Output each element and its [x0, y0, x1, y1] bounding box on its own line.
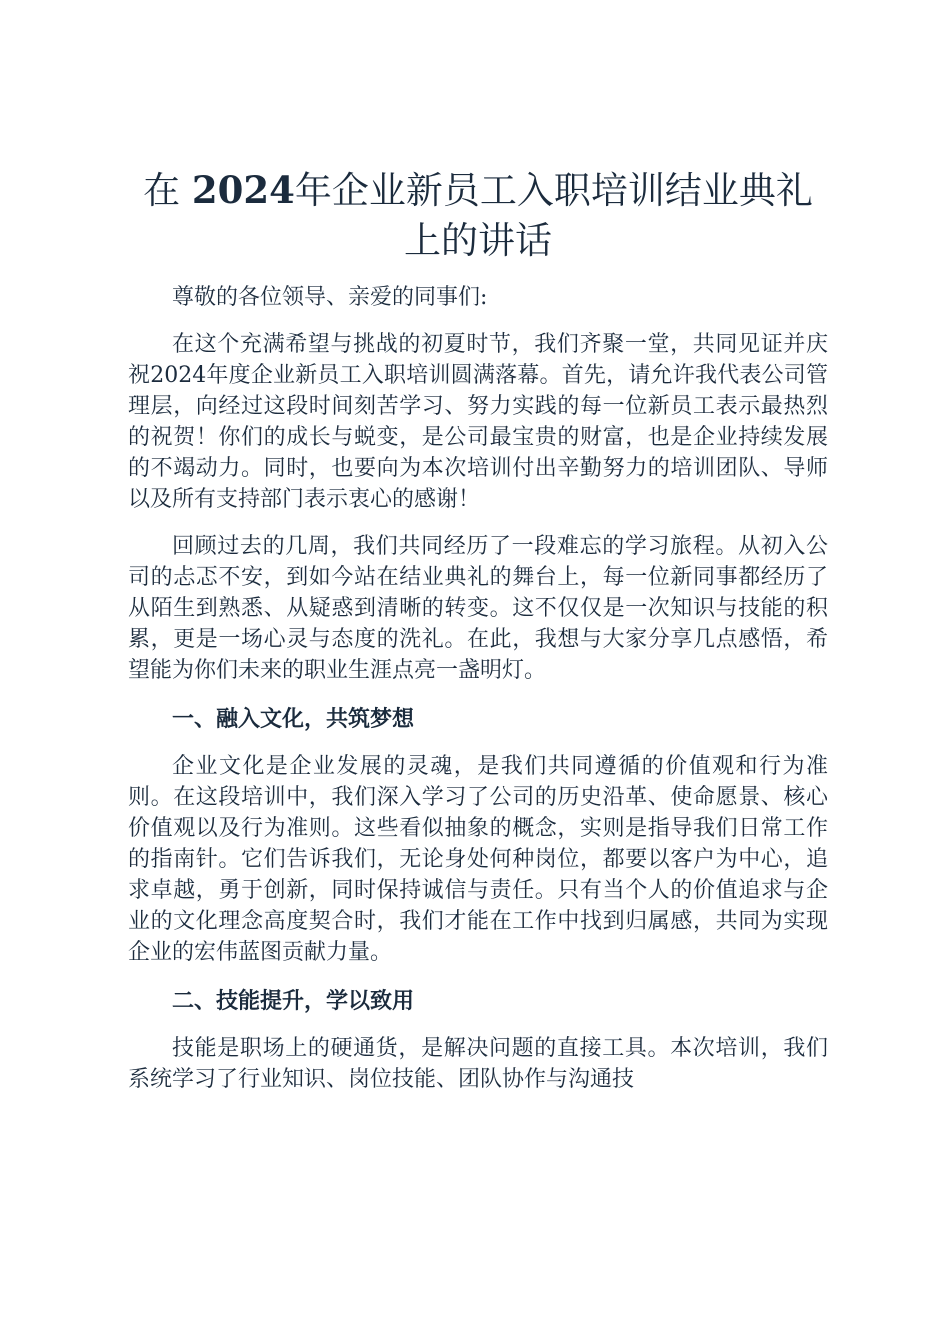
paragraph-skills: 技能是职场上的硬通货，是解决问题的直接工具。本次培训，我们系统学习了行业知识、岗位技能、团队协作与沟通技 [128, 1036, 828, 1092]
title-year: 2024 [191, 168, 295, 212]
section-heading-culture: 一、融入文化，共筑梦想 [172, 706, 415, 732]
paragraph-review: 回顾过去的几周，我们共同经历了一段难忘的学习旅程。从初入公司的忐忑不安，到如今站在结业典礼的舞台上，每一位新同事都经历了从陌生到熟悉、从疑惑到清晰的转变。这不仅仅是一次知识与技能的积累，更是一场心灵与态度的洗礼。在此，我想与大家分享几点感悟，希望能为你们未来的职业生涯点亮一盏明灯。 [128, 534, 828, 683]
title-prefix: 在 [143, 169, 192, 212]
paragraph-opening: 在这个充满希望与挑战的初夏时节，我们齐聚一堂，共同见证并庆祝2024年度企业新员工入职培训圆满落幕。首先，请允许我代表公司管理层，向经过这段时间刻苦学习、努力实践的每一位新员工表示最热烈的祝贺！你们的成长与蜕变，是公司最宝贵的财富，也是企业持续发展的不竭动力。同时，也要向为本次培训付出辛勤努力的培训团队、导师以及所有支持部门表示衷心的感谢！ [128, 332, 828, 512]
document-content [128, 165, 828, 1095]
salutation: 尊敬的各位领导、亲爱的同事们: [172, 285, 488, 310]
paragraph-culture: 企业文化是企业发展的灵魂，是我们共同遵循的价值观和行为准则。在这段培训中，我们深入学习了公司的历史沿革、使命愿景、核心价值观以及行为准则。这些看似抽象的概念，实则是指导我们日常工作的指南针。它们告诉我们，无论身处何种岗位，都要以客户为中心，追求卓越，勇于创新，同时保持诚信与责任。只有当个人的价值追求与企业的文化理念高度契合时，我们才能在工作中找到归属感，共同为实现企业的宏伟蓝图贡献力量。 [128, 754, 828, 965]
document-title [128, 165, 828, 266]
section-heading-skills: 二、技能提升，学以致用 [172, 988, 415, 1014]
title-rest: 年企业新员工入职培训结业典礼上的讲话 [294, 169, 813, 262]
